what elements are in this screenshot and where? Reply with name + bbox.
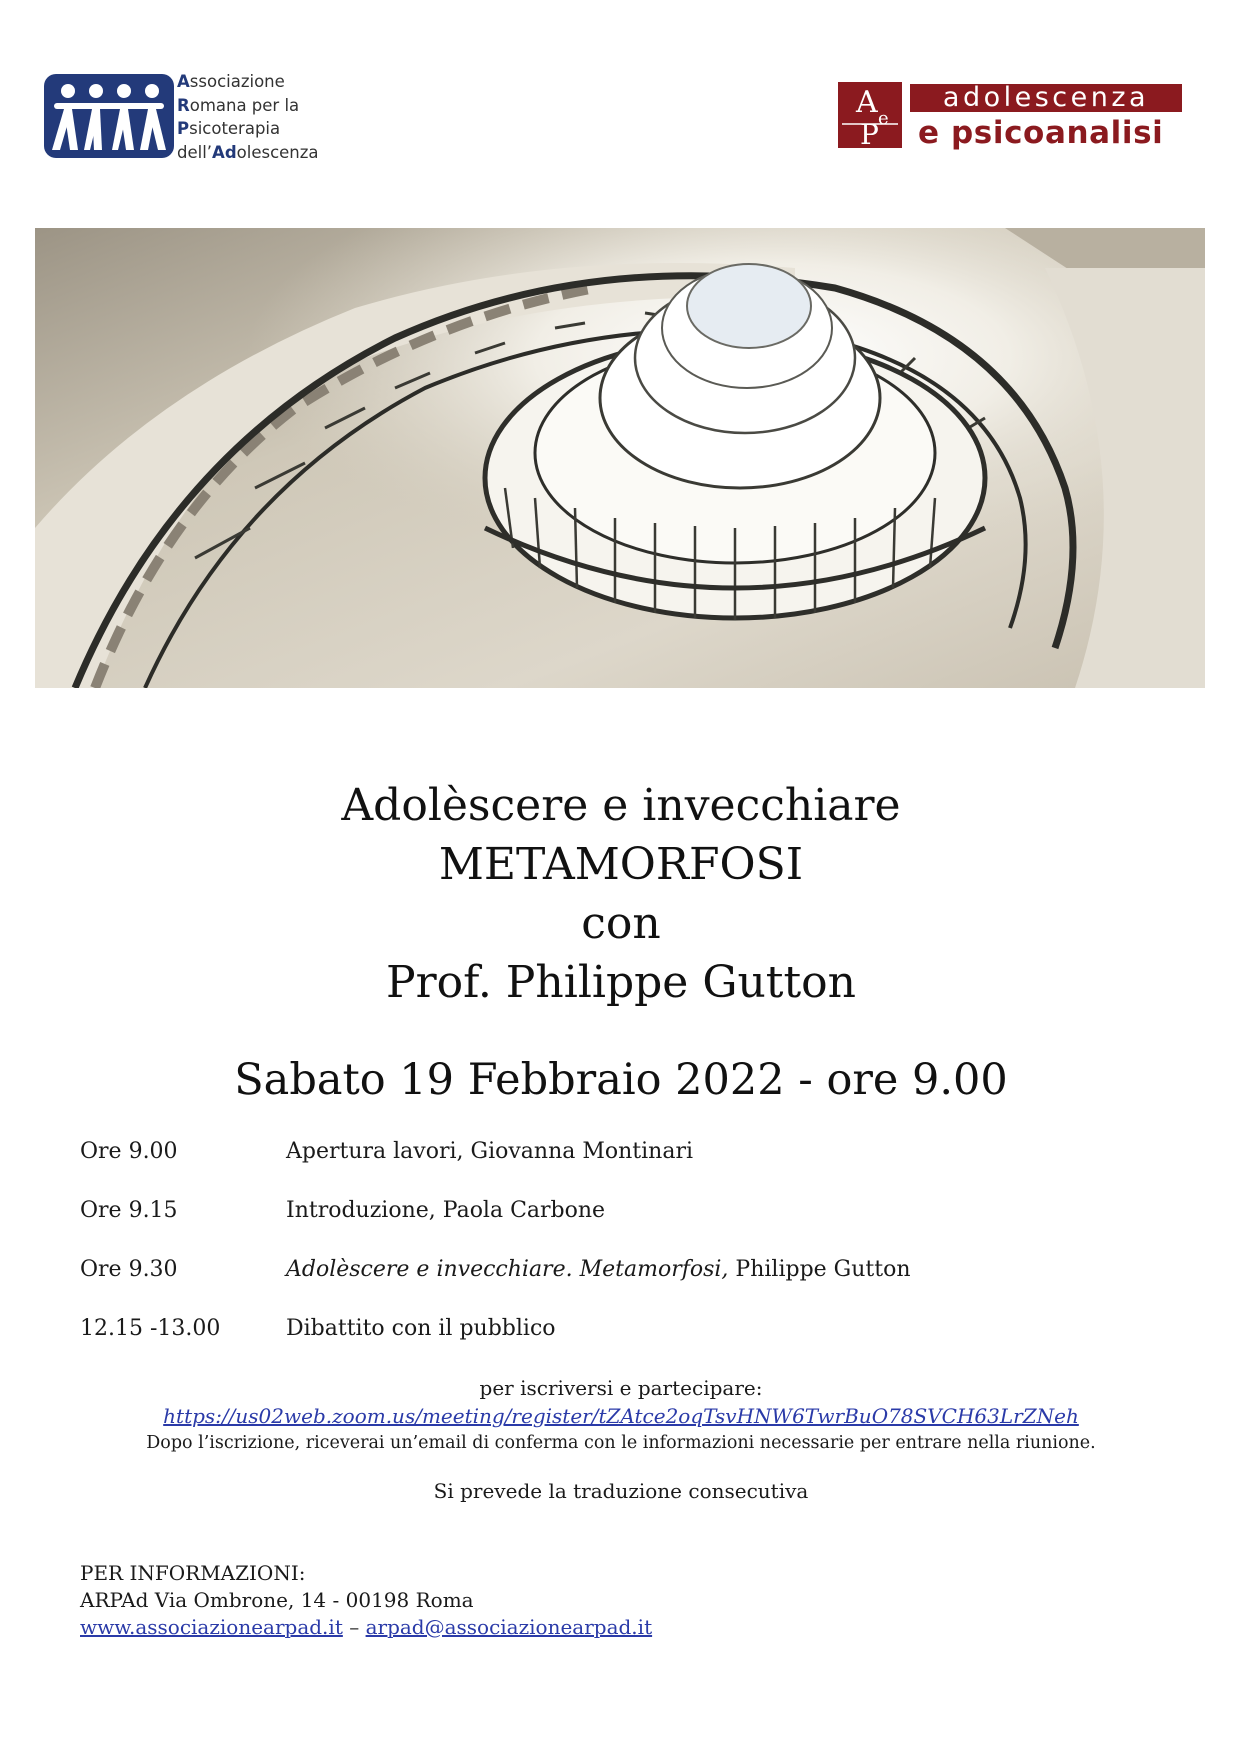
arpad-name-line: dell’Adolescenza: [177, 142, 319, 162]
svg-text:e: e: [878, 108, 889, 129]
arpad-name-line: Psicoterapia: [177, 119, 281, 138]
translation-note: Si prevede la traduzione consecutiva: [433, 1479, 809, 1503]
programme-description: Dibattito con il pubblico: [286, 1316, 556, 1341]
programme-description: [286, 1253, 911, 1287]
event-date: Sabato 19 Febbraio 2022 - ore 9.00: [234, 1055, 1008, 1105]
info-heading: PER INFORMAZIONI:: [80, 1561, 306, 1585]
programme-list: [80, 1135, 1180, 1371]
programme-item: [80, 1135, 1180, 1194]
contact-info: [80, 1560, 1080, 1641]
info-links: [80, 1614, 1080, 1641]
lecture-title: Adolèscere e invecchiare. Metamorfosi,: [286, 1257, 729, 1282]
email-link[interactable]: arpad@associazionearpad.it: [365, 1615, 653, 1639]
registration-block: [0, 1374, 1242, 1456]
arpad-name: [177, 70, 347, 164]
aep-logo-band: adolescenza: [910, 84, 1182, 112]
aep-logo: [838, 80, 1188, 152]
spiral-staircase-photo: [35, 228, 1205, 688]
svg-text:A: A: [856, 85, 878, 120]
link-separator: –: [342, 1615, 366, 1639]
registration-intro: per iscriversi e partecipare:: [479, 1376, 763, 1400]
registration-note: Dopo l’iscrizione, riceverai un’email di conferma con le informazioni necessarie per entrare nella riunione.: [146, 1433, 1096, 1453]
programme-time: Ore 9.00: [80, 1139, 178, 1164]
aep-monogram-icon: [838, 80, 906, 150]
website-link[interactable]: www.associazionearpad.it: [80, 1615, 343, 1639]
speaker-name: Prof. Philippe Gutton: [385, 957, 856, 1008]
registration-link[interactable]: https://us02web.zoom.us/meeting/register/tZAtce2oqTsvHNW6TwrBuO78SVCH63LrZNeh: [163, 1404, 1079, 1428]
programme-item: [80, 1312, 1180, 1371]
programme-time: Ore 9.30: [80, 1257, 178, 1282]
programme-description: Apertura lavori, Giovanna Montinari: [286, 1139, 694, 1164]
svg-text:P: P: [860, 118, 879, 150]
programme-time: 12.15 -13.00: [80, 1316, 221, 1341]
lecture-speaker: Philippe Gutton: [728, 1257, 911, 1282]
arpad-name-line: Romana per la: [177, 95, 300, 115]
programme-item: [80, 1194, 1180, 1253]
programme-description: Introduzione, Paola Carbone: [286, 1198, 606, 1223]
programme-time: Ore 9.15: [80, 1198, 178, 1223]
arpad-people-icon: [44, 74, 174, 158]
event-title: [0, 776, 1242, 1012]
title-line: con: [581, 898, 661, 949]
title-line: Adolèscere e invecchiare: [341, 780, 901, 831]
arpad-logo: [44, 70, 344, 165]
programme-item: [80, 1253, 1180, 1312]
info-address: ARPAd Via Ombrone, 14 - 00198 Roma: [80, 1588, 474, 1612]
title-line: METAMORFOSI: [438, 839, 804, 890]
arpad-name-line: Associazione: [177, 72, 285, 91]
aep-logo-subtitle: e psicoanalisi: [918, 115, 1164, 151]
